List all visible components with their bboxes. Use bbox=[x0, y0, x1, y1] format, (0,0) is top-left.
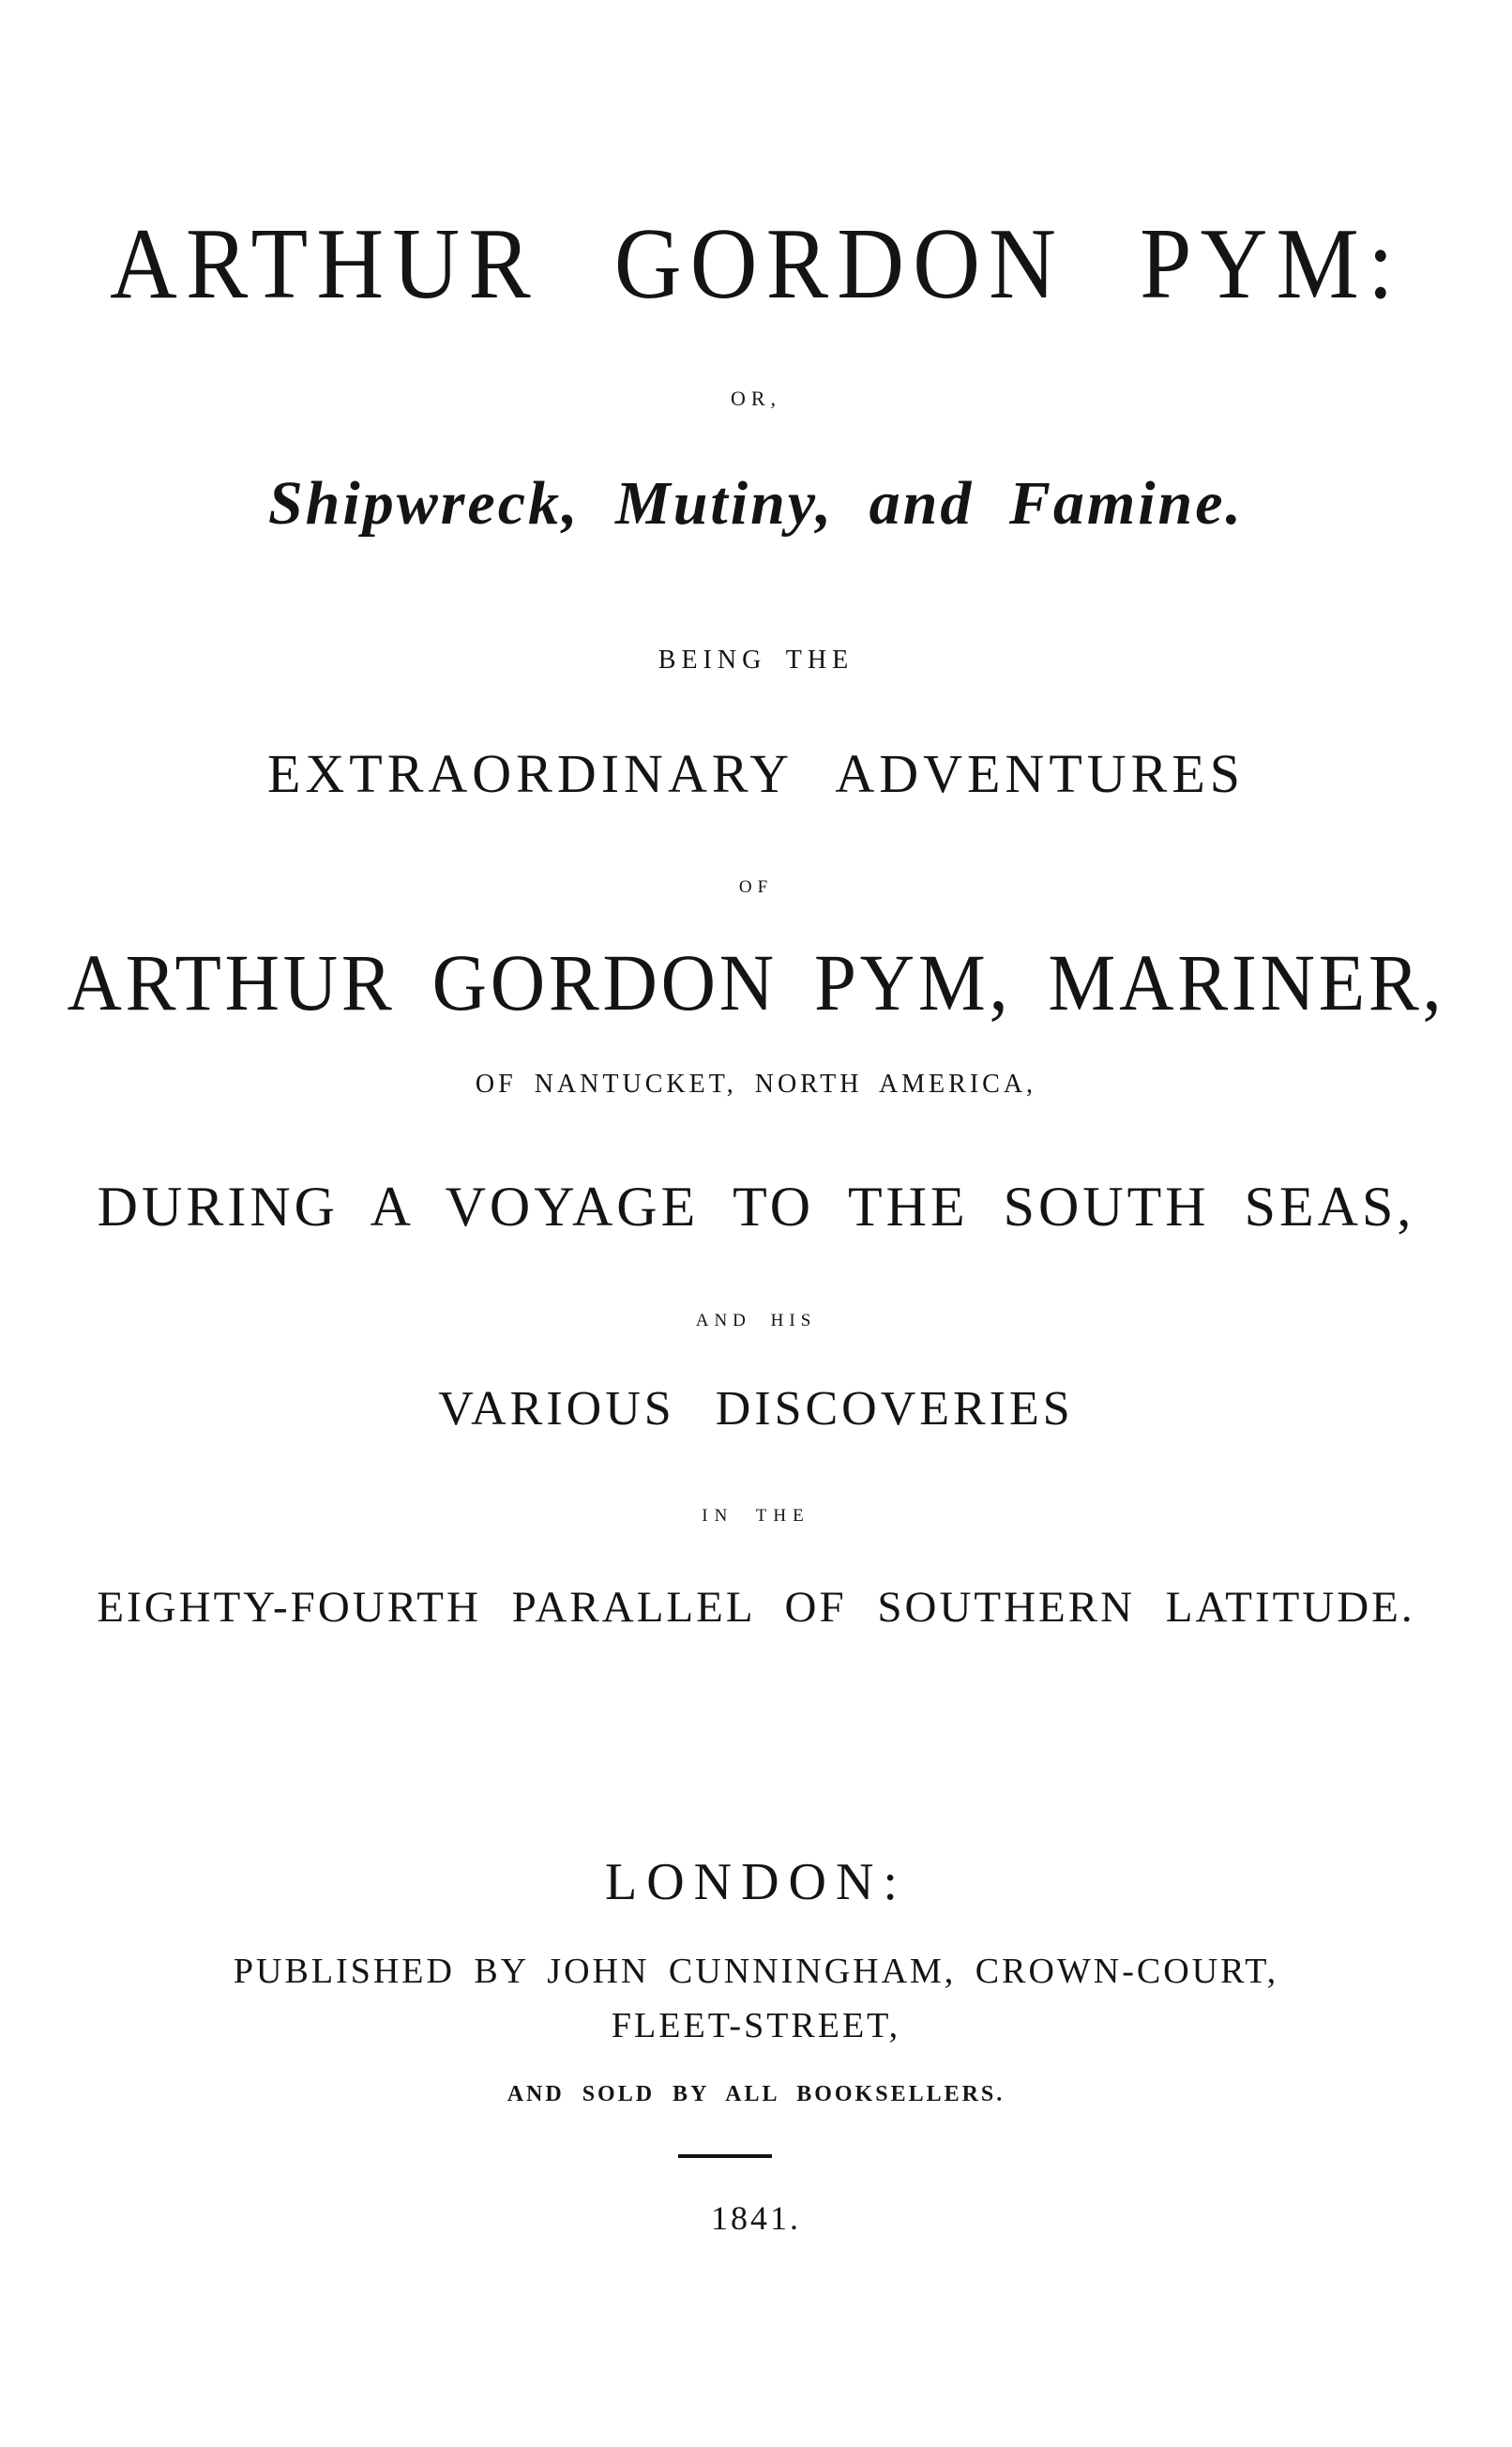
various-discoveries-heading: VARIOUS DISCOVERIES bbox=[438, 1382, 1074, 1436]
nantucket-line: OF NANTUCKET, NORTH AMERICA, bbox=[475, 1070, 1037, 1099]
voyage-heading: DURING A VOYAGE TO THE SOUTH SEAS, bbox=[97, 1176, 1415, 1238]
book-title: ARTHUR GORDON PYM: bbox=[110, 208, 1402, 320]
and-his-connector: AND HIS bbox=[695, 1311, 817, 1330]
horizontal-rule bbox=[678, 2154, 772, 2158]
parallel-line: EIGHTY-FOURTH PARALLEL OF SOUTHERN LATITUDE. bbox=[97, 1583, 1415, 1632]
or-connector: OR, bbox=[730, 387, 782, 410]
imprint-city: LONDON: bbox=[605, 1853, 907, 1911]
pym-mariner-heading: ARTHUR GORDON PYM, MARINER, bbox=[67, 937, 1445, 1027]
of-connector: OF bbox=[738, 877, 774, 897]
publication-year: 1841. bbox=[711, 2199, 801, 2237]
blackletter-subtitle: Shipwreck, Mutiny, and Famine. bbox=[267, 469, 1245, 538]
sold-by-line: AND SOLD BY ALL BOOKSELLERS. bbox=[507, 2082, 1005, 2106]
extraordinary-adventures-heading: EXTRAORDINARY ADVENTURES bbox=[266, 743, 1246, 804]
publisher-line: PUBLISHED BY JOHN CUNNINGHAM, CROWN-COURT, bbox=[233, 1952, 1279, 1991]
in-the-connector: IN THE bbox=[702, 1506, 810, 1526]
being-the-text: BEING THE bbox=[658, 646, 854, 675]
publisher-street: FLEET-STREET, bbox=[611, 2006, 901, 2045]
